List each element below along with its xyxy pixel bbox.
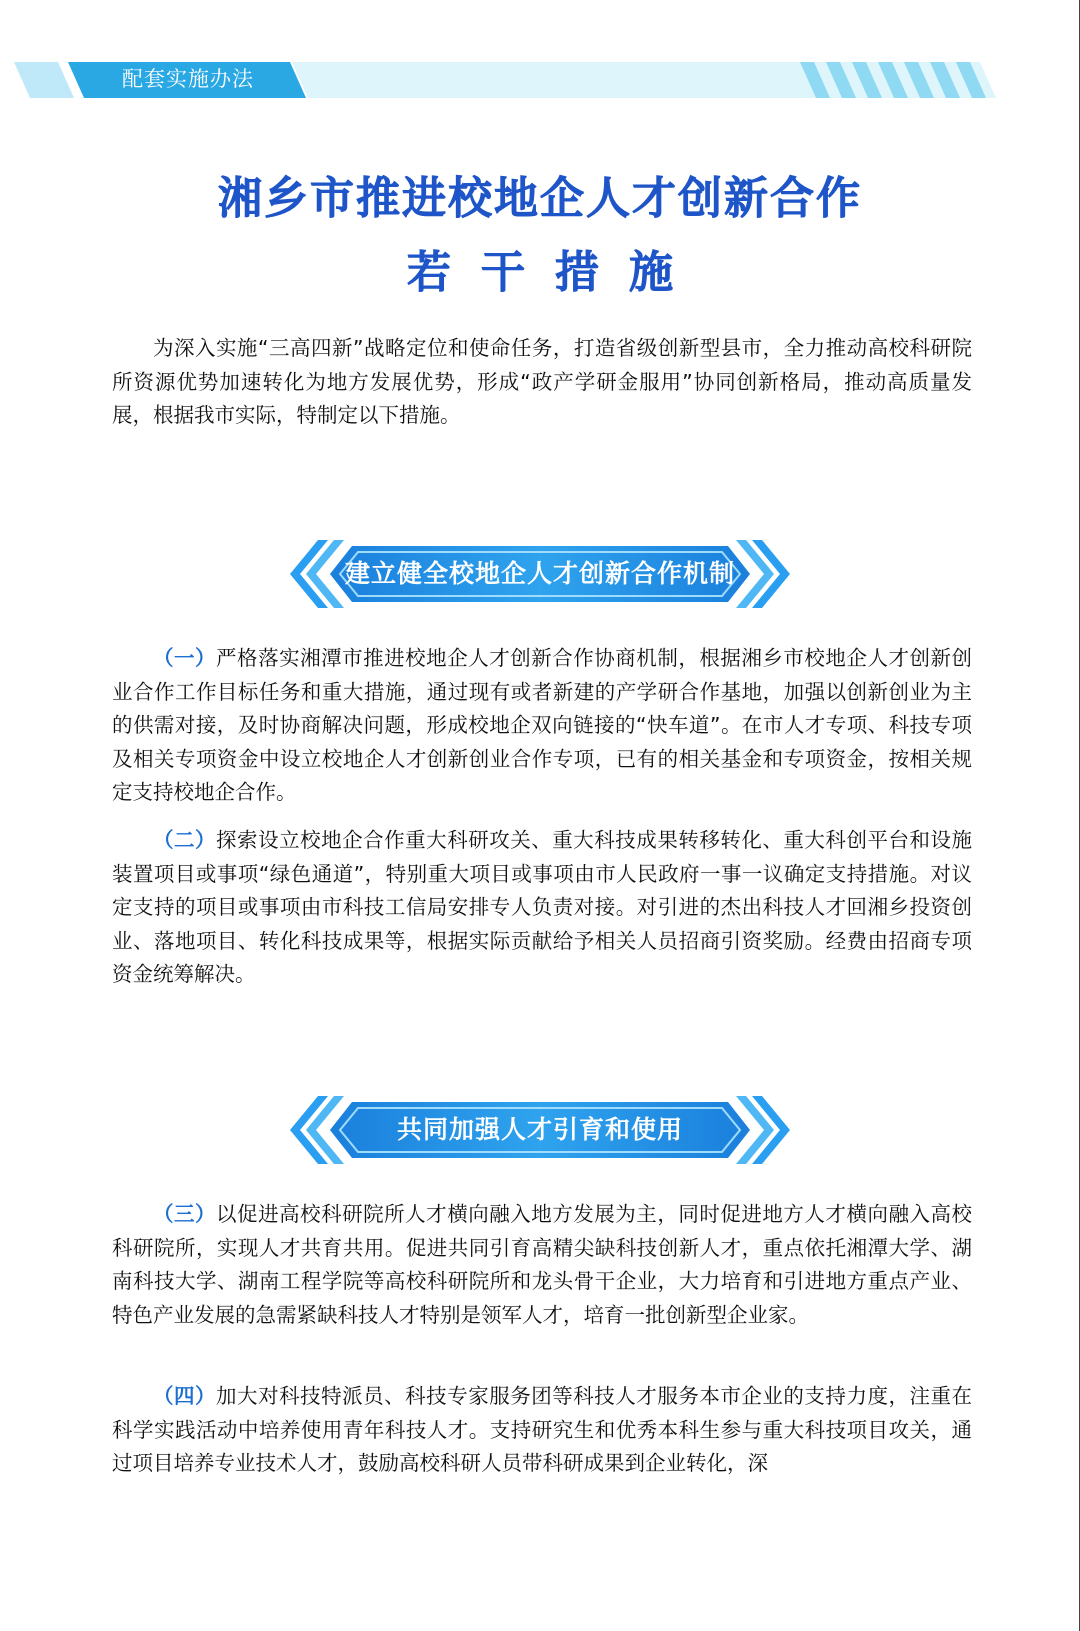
article-text: 严格落实湘潭市推进校地企人才创新合作协商机制，根据湘乡市校地企人才创新创业合作工作目标任务和重大措施，通过现有或者新建的产学研合作基地，加强以创新创业为主的供需对接，及时协商解决问题，形成校地企双向链接的“快车道”。在市人才专项、科技专项及相关专项资金中设立校地企人才创新创业合作专项，已有的相关基金和专项资金，按相关规定支持校地企合作。 [112, 646, 973, 804]
article-1 [112, 642, 972, 810]
section-2-banner [290, 1092, 790, 1168]
article-number: （二） [153, 828, 217, 852]
page-title: 湘乡市推进校地企人才创新合作 [218, 173, 862, 224]
intro-paragraph: 为深入实施“三高四新”战略定位和使命任务，打造省级创新型县市，全力推动高校科研院所资源优势加速转化为地方发展优势，形成“政产学研金服用”协同创新格局，推动高质量发展，根据我市实际，特制定以下措施。 [112, 336, 972, 427]
article-text: 加大对科技特派员、科技专家服务团等科技人才服务本市企业的支持力度，注重在科学实践活动中培养使用青年科技人才。支持研究生和优秀本科生参与重大科技项目攻关，通过项目培养专业技术人才，鼓励高校科研人员带科研成果到企业转化，深 [112, 1384, 973, 1475]
section-1-heading: 建立健全校地企人才创新合作机制 [344, 559, 735, 588]
article-4 [112, 1380, 972, 1481]
page-subtitle: 若干措施 [407, 247, 703, 298]
section-1-banner [290, 536, 790, 612]
article-text: 以促进高校科研院所人才横向融入地方发展为主，同时促进地方人才横向融入高校科研院所，实现人才共育共用。促进共同引育高精尖缺科技创新人才，重点依托湘潭大学、湖南科技大学、湖南工程学院等高校科研院所和龙头骨干企业，大力培育和引进地方重点产业、特色产业发展的急需紧缺科技人才特别是领军人才，培育一批创新型企业家。 [112, 1202, 973, 1327]
article-number: （一） [153, 646, 217, 670]
section-2-heading: 共同加强人才引育和使用 [396, 1115, 683, 1144]
article-2 [112, 824, 972, 992]
article-text: 探索设立校地企合作重大科研攻关、重大科技成果转移转化、重大科创平台和设施装置项目或事项“绿色通道”，特别重大项目或事项由市人民政府一事一议确定支持措施。对议定支持的项目或事项由市科技工信局安排专人负责对接。对引进的杰出科技人才回湘乡投资创业、落地项目、转化科技成果等，根据实际贡献给予相关人员招商引资奖励。经费由招商专项资金统筹解决。 [112, 828, 973, 986]
article-number: （四） [153, 1384, 217, 1408]
article-3 [112, 1198, 972, 1332]
header-label: 配套实施办法 [122, 67, 254, 91]
article-number: （三） [153, 1202, 217, 1226]
